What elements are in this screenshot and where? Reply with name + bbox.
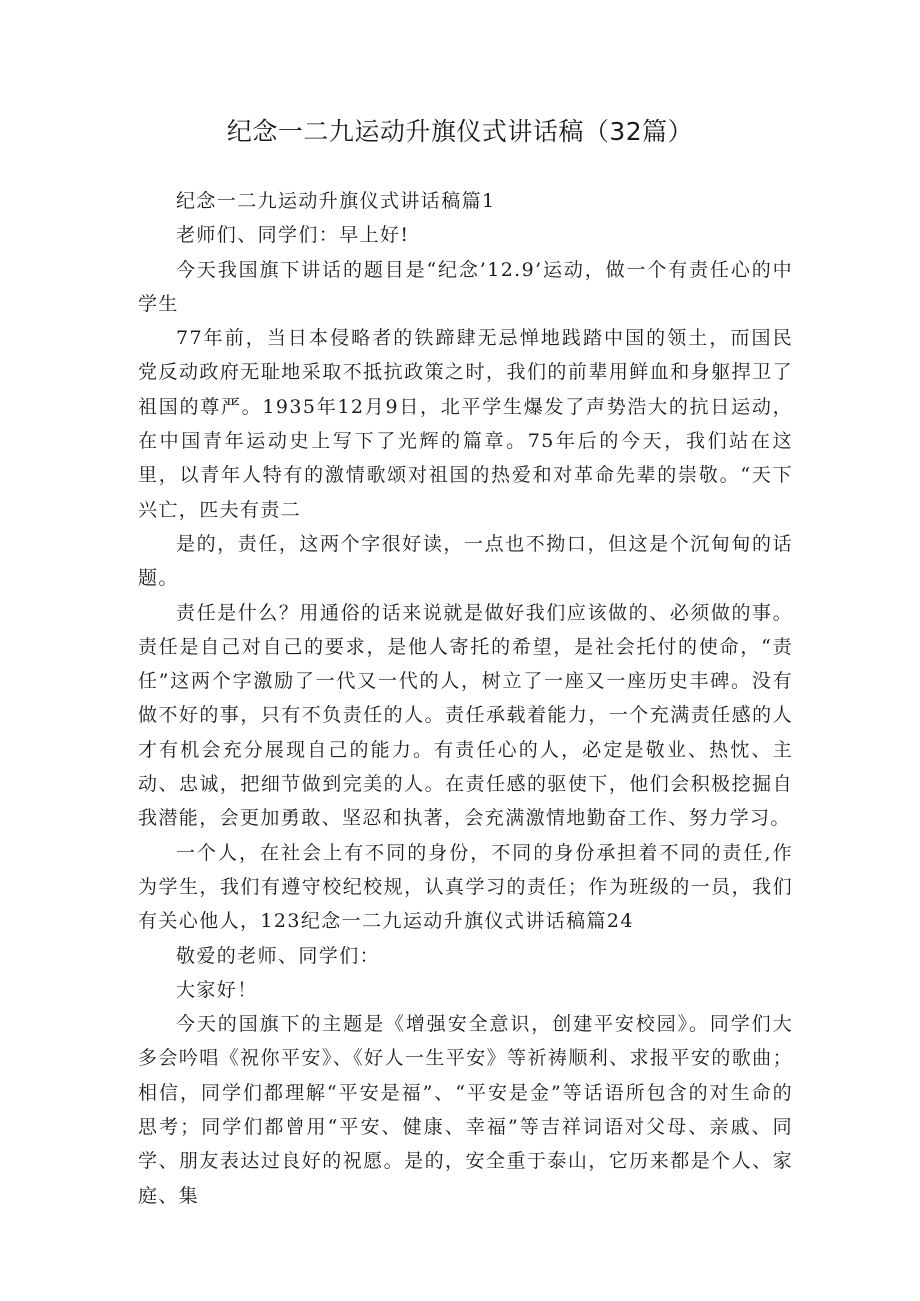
salutation: 老师们、同学们：早上好! xyxy=(176,224,410,247)
paragraph: 77年前，当日本侵略者的铁蹄肆无忌惮地践踏中国的领土，而国民党反动政府无耻地采取不抵抗政策之时，我们的前辈用鲜血和身躯捍卫了祖国的尊严。1935年12月9日，北平学生爆发了声势浩大的抗日运动，在中国青年运动史上写下了光辉的篇章。75年后的今天，我们站在这里，以青年人特有的激情歌颂对祖国的热爱和对革命先辈的崇敬。“天下兴亡，匹夫有责二 xyxy=(138,327,793,521)
paragraph: 是的，责任，这两个字很好读，一点也不拗口，但这是个沉甸甸的话题。 xyxy=(138,532,793,590)
document-title: 纪念一二九运动升旗仪式讲话稿（32篇） xyxy=(226,117,694,146)
section-heading: 纪念一二九运动升旗仪式讲话稿篇1 xyxy=(176,190,496,212)
paragraph: 一个人，在社会上有不同的身份，不同的身份承担着不同的责任,作为学生，我们有遵守校纪校规，认真学习的责任；作为班级的一员，我们有关心他人，123纪念一二九运动升旗仪式讲话稿篇24 xyxy=(138,841,793,933)
paragraph: 责任是什么？用通俗的话来说就是做好我们应该做的、必须做的事。责任是自己对自己的要求，是他人寄托的希望，是社会托付的使命，“责任”这两个字激励了一代又一代的人，树立了一座又一座历史丰碑。没有做不好的事，只有不负责任的人。责任承载着能力，一个充满责任感的人才有机会充分展现自己的能力。有责任心的人，必定是敬业、热忱、主动、忠诚，把细节做到完美的人。在责任感的驱使下，他们会积极挖掘自我潜能，会更加勇敢、坚忍和执著，会充满激情地勤奋工作、努力学习。 xyxy=(138,601,793,830)
salutation: 敬爱的老师、同学们： xyxy=(176,944,381,967)
paragraph: 今天的国旗下的主题是《增强安全意识，创建平安校园》。同学们大多会吟唱《祝你平安》、《好人一生平安》等祈祷顺利、求报平安的歌曲；相信，同学们都理解“平安是福”、“平安是金”等话语所包含的对生命的思考；同学们都曾用“平安、健康、幸福”等吉祥词语对父母、亲戚、同学、朋友表达过良好的祝愿。是的，安全重于泰山，它历来都是个人、家庭、集 xyxy=(138,1013,793,1207)
greeting: 大家好！ xyxy=(176,978,258,1001)
document-body xyxy=(138,184,793,1213)
paragraph: 今天我国旗下讲话的题目是“纪念’12.9’运动，做一个有责任心的中学生 xyxy=(138,258,793,315)
